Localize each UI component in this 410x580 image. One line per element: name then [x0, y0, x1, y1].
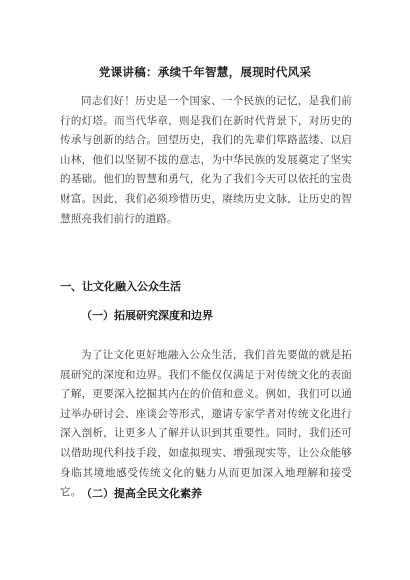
subsection-heading-1: （一）拓展研究深度和边界 — [81, 309, 213, 322]
section-heading-1: 一、让文化融入公众生活 — [60, 280, 181, 293]
subsection-1-paragraph: 为了让文化更好地融入公众生活，我们首先要做的就是拓展研究的深度和边界。我们不能仅仅满足于对传统文化的表面了解，更要深入挖掘其内在的价值和意义。例如，我们可以通过举办研讨会、座谈会等形式，邀请专家学者对传统文化进行深入剖析，让更多人了解并认识到其重要性。同时，我们还可以借助现代科技手段，如虚拟现实、增强现实等，让公众能够身临其境地感受传统文化的魅力从而更加深入地理解和接受它。 — [60, 349, 352, 499]
document-title: 党课讲稿：承续千年智慧，展现时代风采 — [98, 65, 312, 79]
intro-paragraph: 同志们好！历史是一个国家、一个民族的记忆，是我们前行的灯塔。而当代华章，则是我们在新时代背景下，对历史的传承与创新的结合。回望历史，我们的先辈们筚路蓝缕、以启山林，他们以坚韧不拔的意志，为中华民族的发展奠定了坚实的基础。他们的智慧和勇气，化为了我们今天可以依托的宝贵财富。因此，我们必须珍惜历史，赓续历史文脉，让历史的智慧照亮我们前行的道路。 — [60, 95, 352, 225]
subsection-heading-2: （二）提高全民文化素养 — [81, 487, 202, 500]
